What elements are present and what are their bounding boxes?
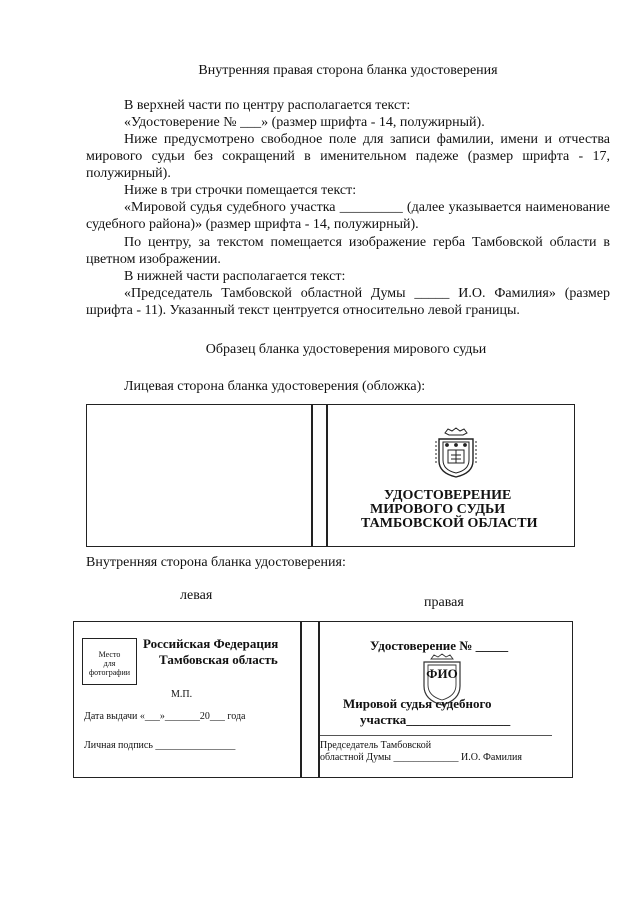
photo-placeholder — [82, 638, 137, 685]
cover-title-1: УДОСТОВЕРЕНИЕ — [384, 488, 512, 503]
paragraph-8: «Председатель Тамбовской областной Думы _____ И.О. Фамилия» (размер шрифта - 11). Указанный текст центруется относительно левой границы. — [86, 286, 610, 318]
paragraph-6: По центру, за текстом помещается изображение герба Тамбовской области в цветном изображении. — [86, 235, 610, 267]
cover-fold-line-2 — [326, 405, 328, 546]
front-caption: Лицевая сторона бланка удостоверения (обложка): — [124, 379, 426, 394]
signature-field: Личная подпись ________________ — [84, 740, 236, 751]
id-number-label: Удостоверение № _____ — [370, 638, 509, 653]
judge-line-1: Мировой судья судебного — [343, 696, 492, 711]
judge-line-2: участка________________ — [360, 712, 511, 727]
inner-header-1: Российская Федерация — [143, 636, 279, 651]
inner-fold-line-1 — [300, 622, 302, 777]
paragraph-2: «Удостоверение № ___» (размер шрифта - 14, полужирный). — [124, 115, 485, 130]
cover-fold-line-1 — [311, 405, 313, 546]
paragraph-1: В верхней части по центру располагается текст: — [124, 98, 411, 113]
stamp-label: М.П. — [171, 689, 193, 700]
chairman-line-2: областной Думы _____________ И.О. Фамилия — [320, 752, 522, 763]
inner-header-2: Тамбовская область — [159, 652, 278, 667]
paragraph-7: В нижней части располагается текст: — [124, 269, 346, 284]
side-left-label: левая — [180, 588, 213, 603]
inner-caption: Внутренняя сторона бланка удостоверения: — [86, 555, 346, 570]
cover-title-3: ТАМБОВСКОЙ ОБЛАСТИ — [361, 516, 538, 531]
issue-date-field: Дата выдачи «___»_______20___ года — [84, 711, 246, 722]
photo-text-1: Место — [98, 650, 121, 659]
photo-text-2: для — [103, 659, 116, 668]
coat-of-arms-icon — [433, 425, 479, 480]
side-right-label: правая — [424, 595, 464, 610]
chairman-line-1: Председатель Тамбовской — [320, 740, 432, 751]
paragraph-4: Ниже в три строчки помещается текст: — [124, 183, 357, 198]
separator-line — [320, 735, 552, 736]
paragraph-5: «Мировой судья судебного участка _________ (далее указывается наименование судебного района)» (размер шрифта - 14, полужирный). — [86, 200, 610, 232]
fio-stamp-text: ФИО — [426, 666, 458, 681]
photo-text-3: фотографии — [88, 668, 131, 677]
paragraph-3: Ниже предусмотрено свободное поле для записи фамилии, имени и отчества мирового судьи без сокращений в именительном падеже (размер шрифта - 17, полужирный). — [86, 132, 610, 181]
sample-title: Образец бланка удостоверения мирового судьи — [205, 342, 487, 357]
cover-title-2: МИРОВОГО СУДЬИ — [370, 502, 506, 517]
section-title: Внутренняя правая сторона бланка удостоверения — [198, 63, 498, 78]
